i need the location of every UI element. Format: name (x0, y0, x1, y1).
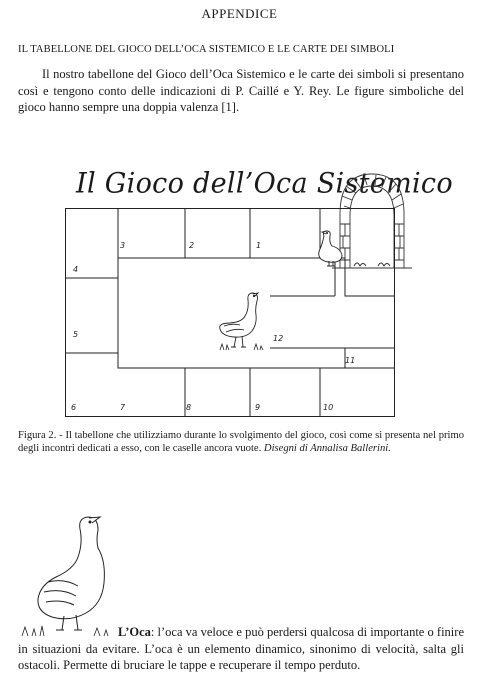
goose-center-illustration (214, 290, 274, 358)
cell-number-11: 11 (345, 356, 356, 365)
cell-number-1: 1 (256, 241, 262, 250)
oca-description-text: : l’oca va veloce e può perdersi qualcosa di importante o finire in situazioni da evitare. L’oca è un elemento dinamico, sinonimo di velocità, salta gli ostacoli. Permette di bruciare le tappe e recuperare il tempo perduto. (18, 625, 464, 672)
intro-paragraph: Il nostro tabellone del Gioco dell’Oca Sistemico e le carte dei simboli si presentano così e tengono conto delle indicazioni di P. Caillé e Y. Rey. Le figure simboliche del gioco hanno sempre una doppia valenza [1]. (18, 67, 464, 114)
oca-term: L’Oca (118, 625, 151, 639)
cell-number-4: 4 (73, 265, 79, 274)
goose-large-illustration (18, 510, 118, 640)
goose-small-illustration (310, 230, 352, 270)
board-title: Il Gioco dell’Oca Sistemico (76, 167, 453, 200)
cell-number-6: 6 (71, 403, 77, 412)
cell-number-8: 8 (186, 403, 192, 412)
section-title: IL TABELLONE DEL GIOCO DELL’OCA SISTEMICO E LE CARTE DEI SIMBOLI (18, 44, 395, 55)
cell-number-7: 7 (120, 403, 126, 412)
cell-number-9: 9 (255, 403, 261, 412)
cell-number-12: 12 (273, 334, 284, 343)
caption-credit: Disegni di Annalisa Ballerini. (263, 443, 391, 455)
figure-caption (18, 429, 464, 456)
cell-number-5: 5 (73, 330, 79, 339)
oca-description (18, 624, 464, 674)
cell-number-10: 10 (323, 403, 334, 412)
cell-number-2: 2 (189, 241, 195, 250)
caption-text: Figura 2. - Il tabellone che utilizziamo durante lo svolgimento del gioco, così come si presenta nel primo degli incontri dedicati a esso, con le caselle ancora vuote. (18, 430, 464, 455)
running-head: APPENDICE (201, 6, 278, 21)
cell-number-3: 3 (120, 241, 126, 250)
